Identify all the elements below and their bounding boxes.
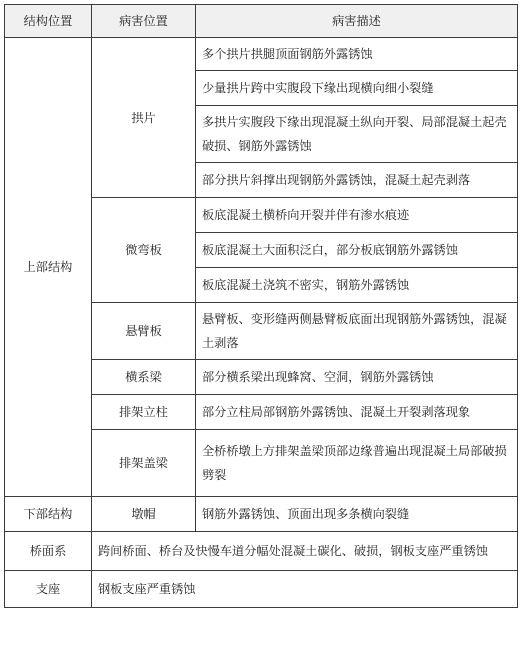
table-row xyxy=(5,532,518,571)
part-bent-cap: 排架盖梁 xyxy=(92,430,196,497)
disease-table-container xyxy=(4,4,517,608)
desc-micro-3: 板底混凝土浇筑不密实，钢筋外露锈蚀 xyxy=(196,268,518,303)
part-micro-arch: 微弯板 xyxy=(92,198,196,303)
section-bearing: 支座 xyxy=(5,571,92,608)
desc-arch-2: 少量拱片跨中实腹段下缘出现横向细小裂缝 xyxy=(196,71,518,106)
disease-table xyxy=(4,4,518,608)
desc-cantilever-1: 悬臂板、变形缝两侧悬臂板底面出现钢筋外露锈蚀，混凝土剥落 xyxy=(196,303,518,360)
header-structure-position: 结构位置 xyxy=(5,5,92,38)
part-bent-column: 排架立柱 xyxy=(92,395,196,430)
desc-cross-beam-1: 部分横系梁出现蜂窝、空洞，钢筋外露锈蚀 xyxy=(196,360,518,395)
desc-bent-column-1: 部分立柱局部钢筋外露锈蚀、混凝土开裂剥落现象 xyxy=(196,395,518,430)
section-upper: 上部结构 xyxy=(5,38,92,497)
section-lower: 下部结构 xyxy=(5,497,92,532)
desc-bent-cap-1: 全桥桥墩上方排架盖梁顶部边缘普遍出现混凝土局部破损劈裂 xyxy=(196,430,518,497)
header-disease-position: 病害位置 xyxy=(92,5,196,38)
part-cantilever: 悬臂板 xyxy=(92,303,196,360)
desc-micro-1: 板底混凝土横桥向开裂并伴有渗水痕迹 xyxy=(196,198,518,233)
header-disease-description: 病害描述 xyxy=(196,5,518,38)
table-header-row xyxy=(5,5,518,38)
part-pier-cap: 墩帽 xyxy=(92,497,196,532)
part-cross-beam: 横系梁 xyxy=(92,360,196,395)
desc-arch-4: 部分拱片斜撑出现钢筋外露锈蚀，混凝土起壳剥落 xyxy=(196,163,518,198)
desc-pier-cap-1: 钢筋外露锈蚀、顶面出现多条横向裂缝 xyxy=(196,497,518,532)
desc-arch-1: 多个拱片拱腿顶面钢筋外露锈蚀 xyxy=(196,38,518,71)
table-row xyxy=(5,571,518,608)
section-deck: 桥面系 xyxy=(5,532,92,571)
table-row xyxy=(5,497,518,532)
desc-bearing-1: 钢板支座严重锈蚀 xyxy=(92,571,518,608)
table-row xyxy=(5,38,518,71)
desc-micro-2: 板底混凝土大面积泛白，部分板底钢筋外露锈蚀 xyxy=(196,233,518,268)
part-arch: 拱片 xyxy=(92,38,196,198)
desc-arch-3: 多拱片实腹段下缘出现混凝土纵向开裂、局部混凝土起壳破损、钢筋外露锈蚀 xyxy=(196,106,518,163)
desc-deck-1: 跨间桥面、桥台及快慢车道分幅处混凝土碳化、破损，钢板支座严重锈蚀 xyxy=(92,532,518,571)
